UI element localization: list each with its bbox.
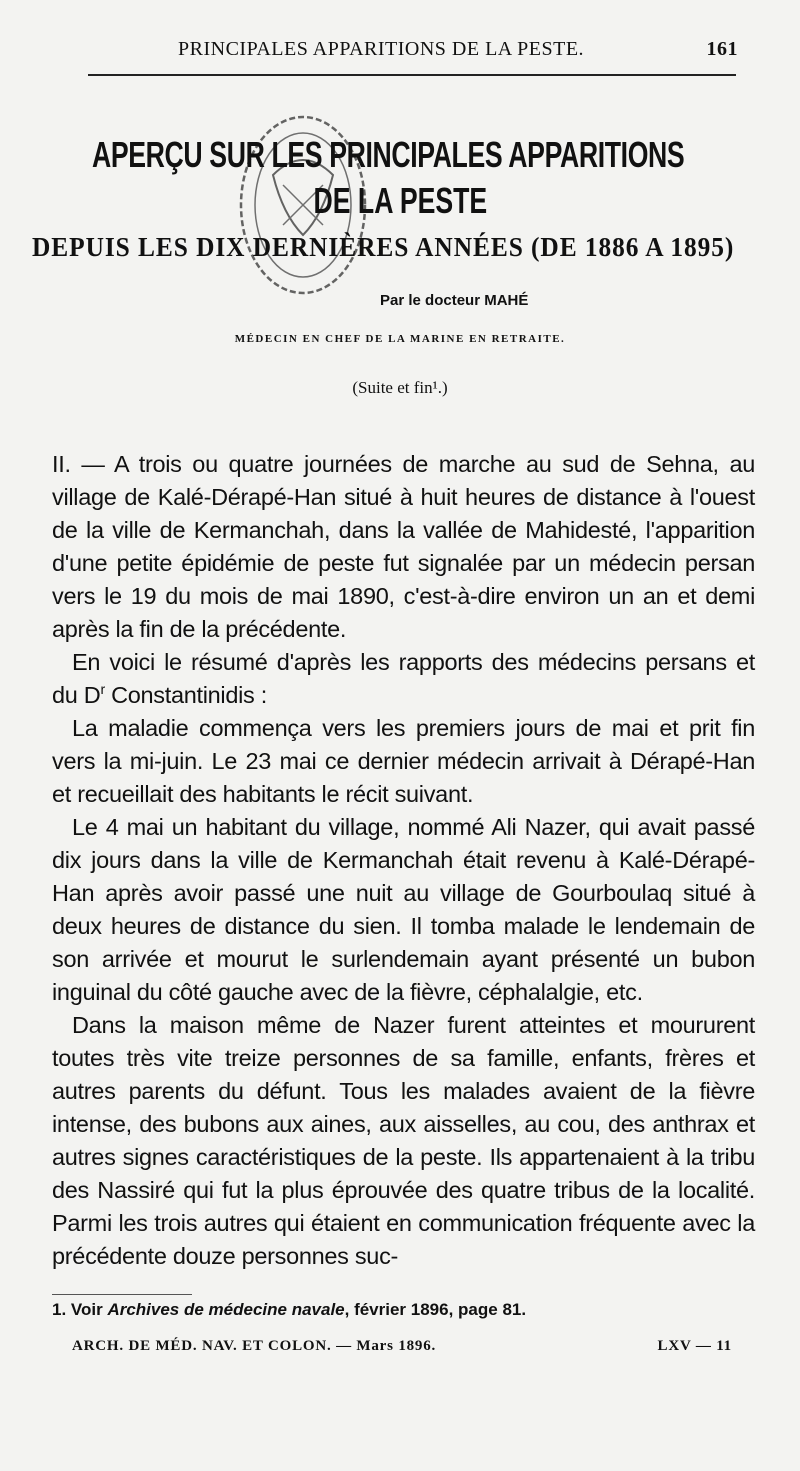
footnote: 1. Voir Archives de médecine navale, février 1896, page 81. [52, 1300, 527, 1319]
paragraph: La maladie commença vers les premiers jours de mai et prit fin vers la mi-juin. Le 23 mai ce dernier médecin arrivait à Dérapé-Han et recueillait des habitants le récit suivant. [52, 715, 755, 807]
paragraph: Le 4 mai un habitant du village, nommé Ali Nazer, qui avait passé dix jours dans la ville de Kermanchah était revenu à Kalé-Dérapé-Han après avoir passé une nuit au village de Gourboulaq situé à deux heures de distance du sien. Il tomba malade le lendemain de son arrivée et mourut le surlendemain ayant présenté un bubon inguinal du côté gauche avec de la fièvre, céphalalgie, etc. [52, 814, 755, 1005]
article-title-line-1: APERÇU SUR LES PRINCIPALES APPARITIONS [92, 134, 685, 175]
paragraph: II. — A trois ou quatre journées de marche au sud de Sehna, au village de Kalé-Dérapé-Han situé à huit heures de distance à l'ouest de la ville de Kermanchah, dans la vallée de Mahidesté, l'apparition d'une petite épidémie de peste fut signalée par un médecin persan vers le 19 du mois de mai 1890, c'est-à-dire environ un an et demi après la fin de la précédente. [52, 451, 755, 642]
paragraph: Dans la maison même de Nazer furent atteintes et moururent toutes très vite treize personnes de sa famille, enfants, frères et autres parents du défunt. Tous les malades avaient de la fièvre intense, des bubons aux aines, aux aisselles, au cou, des anthrax et autres signes caractéristiques de la peste. Ils appartenaient à la tribu des Nassiré qui fut la plus éprouvée des quatre tribus de la localité. Parmi les trois autres qui étaient en communication fréquente avec la précédente douze personnes suc- [52, 1012, 755, 1269]
footer-journal: ARCH. DE MÉD. NAV. ET COLON. — Mars 1896. [72, 1338, 437, 1354]
running-head-title: PRINCIPALES APPARITIONS DE LA PESTE. [178, 38, 585, 60]
footnote-rule [52, 1294, 192, 1295]
author-affiliation: MÉDECIN EN CHEF DE LA MARINE EN RETRAITE. [234, 333, 566, 345]
article-title-line-3: DEPUIS LES DIX DERNIÈRES ANNÉES (DE 1886 A 1895) [32, 232, 735, 262]
article-body [52, 448, 755, 1273]
author-byline: Par le docteur MAHÉ [380, 292, 529, 309]
page-number: 161 [706, 38, 738, 60]
header-rule [88, 74, 736, 76]
article-title-line-2: DE LA PESTE [313, 180, 487, 221]
continuation-note: (Suite et fin¹.) [352, 378, 448, 397]
footer-signature: LXV — 11 [657, 1338, 732, 1354]
paragraph: En voici le résumé d'après les rapports des médecins persans et du $D^r$ Constantinidis : [52, 649, 755, 708]
footnote-source: Archives de médecine navale [107, 1300, 345, 1319]
